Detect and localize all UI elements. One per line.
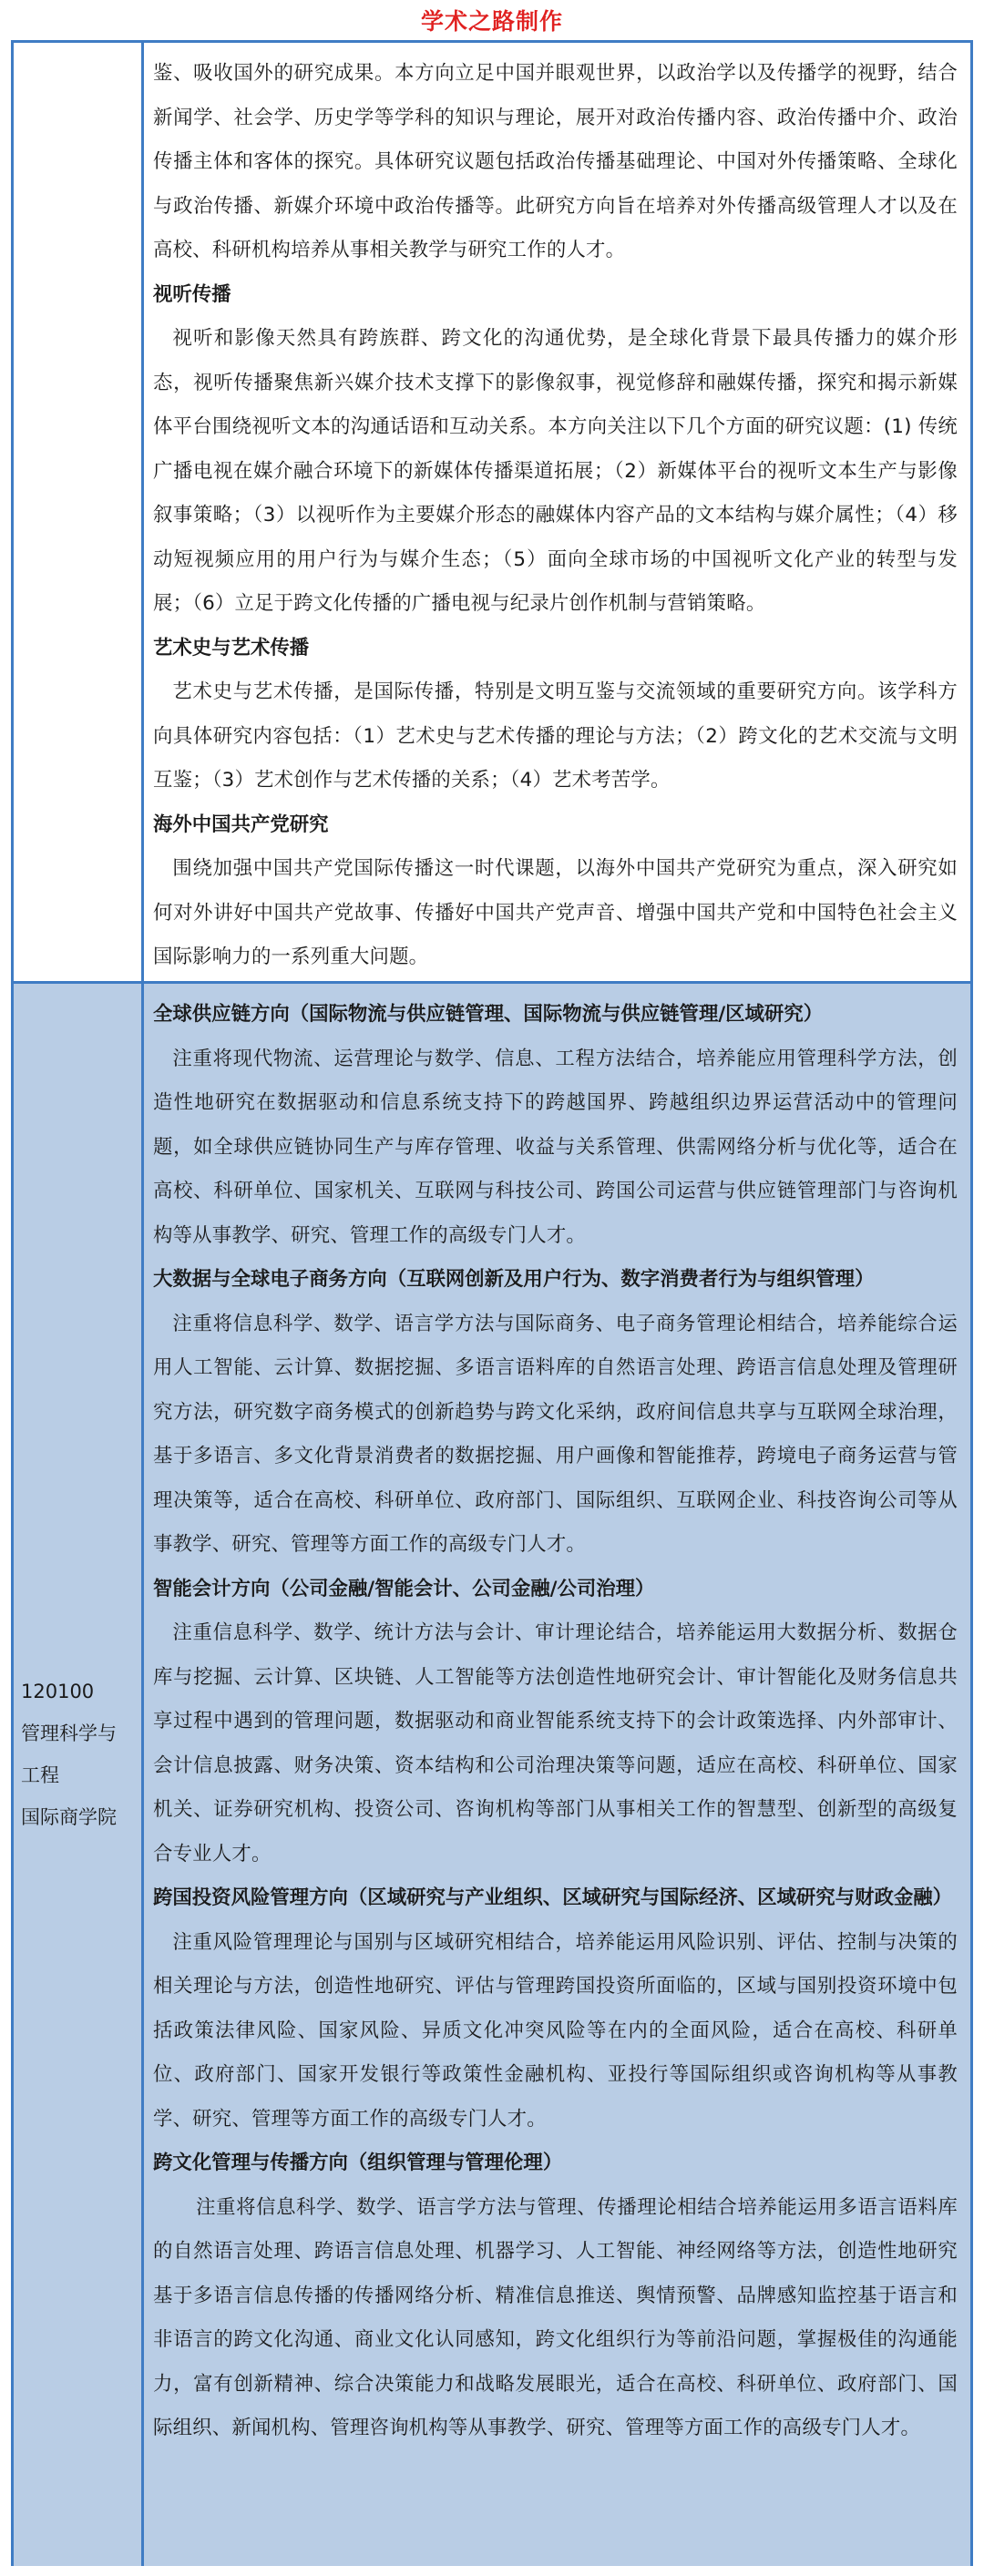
table-row — [14, 984, 970, 2566]
section-body: 注重将信息科学、数学、语言学方法与管理、传播理论相结合培养能运用多语言语料库的自然语言处理、跨语言信息处理、机器学习、人工智能、神经网络等方法，创造性地研究基于多语言信息传播的传播网络分析、精准信息推送、舆情预警、品牌感知监控基于语言和非语言的跨文化沟通、商业文化认同感知，跨文化组织行为等前沿问题，掌握极佳的沟通能力，富有创新精神、综合决策能力和战略发展眼光，适合在高校、科研单位、政府部门、国际组织、新闻机构、管理咨询机构等从事教学、研究、管理等方面工作的高级专门人才。 — [153, 2195, 958, 2439]
school-name: 国际商学院 — [21, 1806, 117, 1828]
section-body: 注重信息科学、数学、统计方法与会计、审计理论结合，培养能运用大数据分析、数据仓库与挖掘、云计算、区块链、人工智能等方法创造性地研究会计、审计智能化及财务信息共享过程中遇到的管理问题，数据驱动和商业智能系统支持下的会计政策选择、内外部审计、会计信息披露、财务决策、资本结构和公司治理决策等问题，适应在高校、科研单位、国家机关、证券研究机构、投资公司、咨询机构等部门从事相关工作的智慧型、创新型的高级复合专业人才。 — [153, 1621, 958, 1866]
program-code: 120100 — [21, 1681, 95, 1702]
content-cell — [144, 984, 970, 2566]
program-table — [11, 40, 973, 2566]
section-heading: 智能会计方向（公司金融/智能会计、公司金融/公司治理） — [153, 1577, 655, 1600]
program-name-line-2: 工程 — [21, 1764, 59, 1786]
section-body: 注重将现代物流、运营理论与数学、信息、工程方法结合，培养能应用管理科学方法，创造性地研究在数据驱动和信息系统支持下的跨越国界、跨越组织边界运营活动中的管理问题，如全球供应链协同生产与库存管理、收益与关系管理、供需网络分析与优化等，适合在高校、科研单位、国家机关、互联网与科技公司、跨国公司运营与供应链管理部门与咨询机构等从事教学、研究、管理工作的高级专门人才。 — [153, 1047, 958, 1247]
table-row — [14, 43, 970, 984]
section-body: 视听和影像天然具有跨族群、跨文化的沟通优势，是全球化背景下最具传播力的媒介形态，视听传播聚焦新兴媒介技术支撑下的影像叙事，视觉修辞和融媒传播，探究和揭示新媒体平台围绕视听文本的沟通话语和互动关系。本方向关注以下几个方面的研究议题：(1) 传统广播电视在媒介融合环境下的新媒体传播渠道拓展；（2）新媒体平台的视听文本生产与影像叙事策略；（3）以视听作为主要媒介形态的融媒体内容产品的文本结构与媒介属性；（4）移动短视频应用的用户行为与媒介生态；（5）面向全球市场的中国视听文化产业的转型与发展；（6）立足于跨文化传播的广播电视与纪录片创作机制与营销策略。 — [153, 327, 958, 615]
section-body: 注重将信息科学、数学、语言学方法与国际商务、电子商务管理论相结合，培养能综合运用人工智能、云计算、数据挖掘、多语言语料库的自然语言处理、跨语言信息处理及管理研究方法，研究数字商务模式的创新趋势与跨文化采纳，政府间信息共享与互联网全球治理，基于多语言、多文化背景消费者的数据挖掘、用户画像和智能推荐，跨境电子商务运营与管理决策等，适合在高校、科研单位、政府部门、国际组织、互联网企业、科技咨询公司等从事教学、研究、管理等方面工作的高级专门人才。 — [153, 1312, 958, 1556]
section-body: 注重风险管理理论与国别与区域研究相结合，培养能运用风险识别、评估、控制与决策的相关理论与方法，创造性地研究、评估与管理跨国投资所面临的，区域与国别投资环境中包括政策法律风险、国家风险、异质文化冲突风险等在内的全面风险，适合在高校、科研单位、政府部门、国家开发银行等政策性金融机构、亚投行等国际组织或咨询机构等从事教学、研究、管理等方面工作的高级专门人才。 — [153, 1930, 958, 2131]
section-body: 围绕加强中国共产党国际传播这一时代课题，以海外中国共产党研究为重点，深入研究如何对外讲好中国共产党故事、传播好中国共产党声音、增强中国共产党和中国特色社会主义国际影响力的一系列重大问题。 — [153, 857, 958, 968]
content-cell — [144, 43, 970, 981]
program-label — [21, 1671, 139, 1838]
section-heading: 全球供应链方向（国际物流与供应链管理、国际物流与供应链管理/区域研究） — [153, 1003, 824, 1026]
watermark: 学术之路制作 — [420, 8, 563, 35]
section-heading: 视听传播 — [153, 282, 231, 306]
program-name-line-1: 管理科学与 — [21, 1722, 117, 1744]
section-heading: 大数据与全球电子商务方向（互联网创新及用户行为、数字消费者行为与组织管理） — [153, 1268, 875, 1291]
section-body: 艺术史与艺术传播，是国际传播，特别是文明互鉴与交流领域的重要研究方向。该学科方向具体研究内容包括：（1）艺术史与艺术传播的理论与方法；（2）跨文化的艺术交流与文明互鉴；（3）艺术创作与艺术传播的关系；（4）艺术考苦学。 — [153, 680, 958, 792]
section-heading: 艺术史与艺术传播 — [153, 636, 310, 659]
section-heading: 跨国投资风险管理方向（区域研究与产业组织、区域研究与国际经济、区域研究与财政金融） — [153, 1886, 953, 1909]
intro-paragraph: 鉴、吸收国外的研究成果。本方向立足中国并眼观世界，以政治学以及传播学的视野，结合新闻学、社会学、历史学等学科的知识与理论，展开对政治传播内容、政治传播中介、政治传播主体和客体的探究。具体研究议题包括政治传播基础理论、中国对外传播策略、全球化与政治传播、新媒介环境中政治传播等。此研究方向旨在培养对外传播高级管理人才以及在高校、科研机构培养从事相关教学与研究工作的人才。 — [153, 62, 958, 261]
label-cell — [14, 984, 144, 2566]
section-heading: 跨文化管理与传播方向（组织管理与管理伦理） — [153, 2152, 563, 2174]
section-heading: 海外中国共产党研究 — [153, 813, 329, 836]
label-cell — [14, 43, 144, 981]
